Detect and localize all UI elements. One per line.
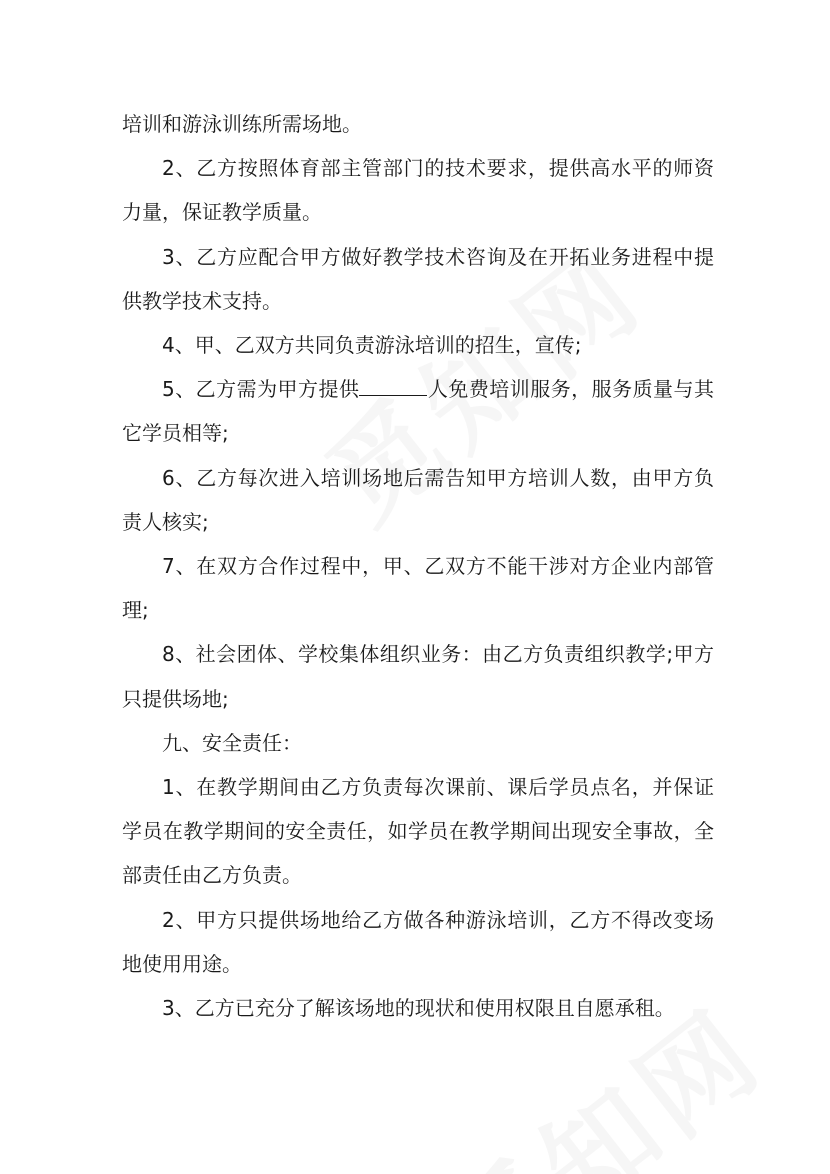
paragraph-item-5 <box>122 367 714 455</box>
paragraph-item-2: 2、乙方按照体育部主管部门的技术要求，提供高水平的师资力量，保证教学质量。 <box>122 156 714 225</box>
safety-item-2: 2、甲方只提供场地给乙方做各种游泳培训，乙方不得改变场地使用用途。 <box>122 907 714 976</box>
paragraph-item-6: 6、乙方每次进入培训场地后需告知甲方培训人数，由甲方负责人核实; <box>122 465 714 534</box>
paragraph-item-5-tail: 人免费培训服务，服务质量与其它学员相等; <box>122 377 714 446</box>
paragraph-item-3: 3、乙方应配合甲方做好教学技术咨询及在开拓业务进程中提供教学技术支持。 <box>122 244 714 313</box>
document-body <box>122 102 714 1030</box>
paragraph-continuation: 培训和游泳训练所需场地。 <box>122 112 362 136</box>
paragraph-item-7: 7、在双方合作过程中，甲、乙双方不能干涉对方企业内部管理; <box>122 554 714 623</box>
paragraph-item-5-lead: 5、乙方需为甲方提供 <box>162 377 360 402</box>
fill-in-blank <box>359 377 427 396</box>
section-heading-safety: 九、安全责任： <box>162 730 302 755</box>
paragraph-item-4: 4、甲、乙双方共同负责游泳培训的招生，宣传; <box>162 333 582 358</box>
safety-item-3: 3、乙方已充分了解该场地的现状和使用权限且自愿承租。 <box>162 996 675 1021</box>
paragraph-item-8: 8、社会团体、学校集体组织业务：由乙方负责组织教学;甲方只提供场地; <box>122 642 714 711</box>
safety-item-1: 1、在教学期间由乙方负责每次课前、课后学员点名，并保证学员在教学期间的安全责任，如学员在教学期间出现安全事故，全部责任由乙方负责。 <box>122 775 714 888</box>
